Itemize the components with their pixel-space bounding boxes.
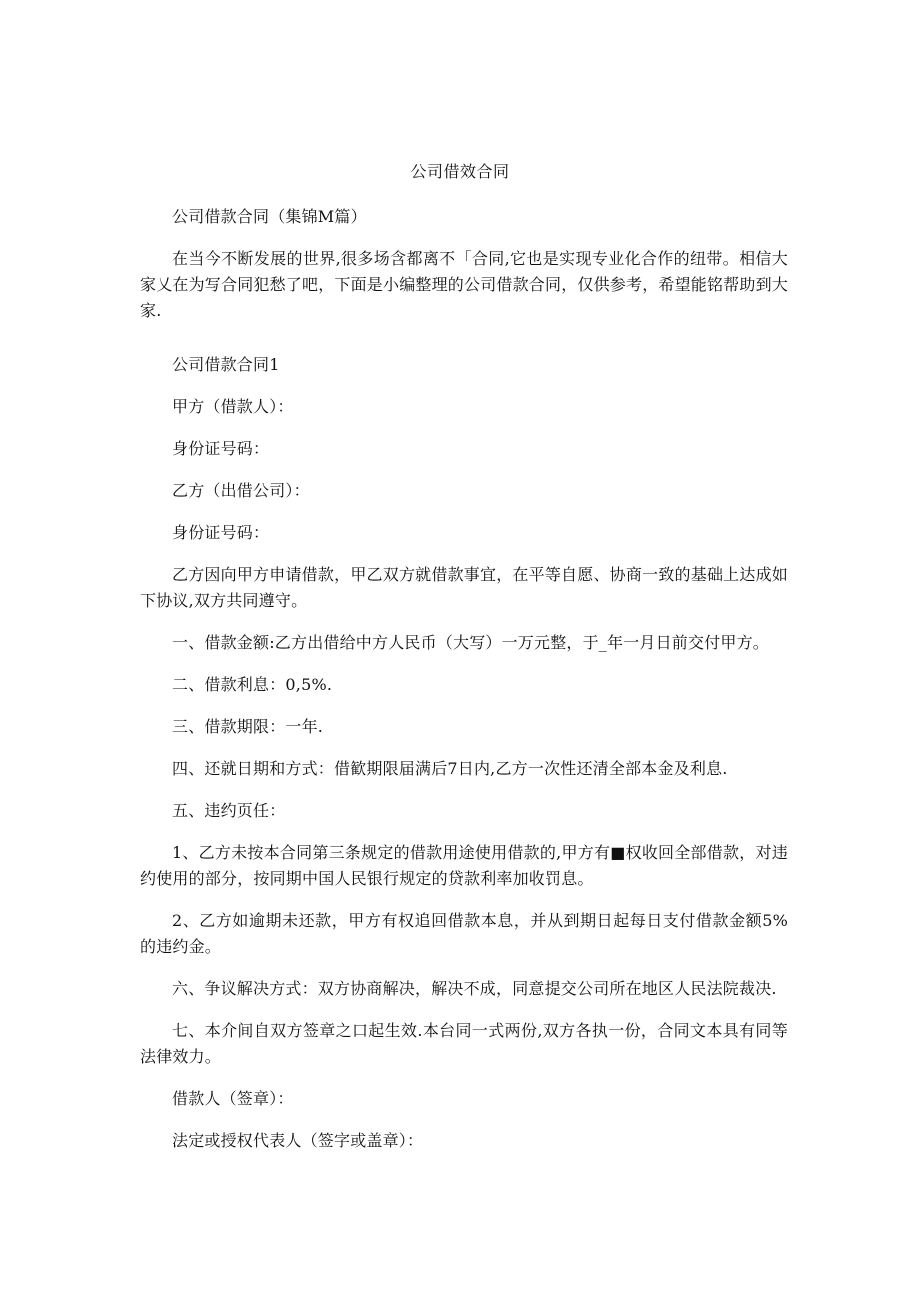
paragraph-representative-signature: 法定或授权代表人（签字或盖章）： <box>172 1131 424 1150</box>
document-title: 公司借效合同 <box>410 162 510 181</box>
paragraph-party-b: 乙方（出借公司）： <box>172 481 310 500</box>
paragraph-subtitle: 公司借款合同（集锦M篇） <box>172 207 367 226</box>
paragraph-agreement: 乙方因向甲方申请借款，甲乙双方就借款事宜，在平等自愿、协商一致的基础上达成如下协议,双方共同遵守。 <box>140 565 788 610</box>
paragraph-clause-4: 四、还就日期和方式：借歓期限届满后7日内,乙方一次性还清全部本金及利息. <box>172 759 728 778</box>
paragraph-clause-3: 三、借款期限：一年. <box>172 717 324 736</box>
paragraph-borrower-signature: 借款人（签章）： <box>172 1089 294 1108</box>
paragraph-clause-1: 一、借款金额:乙方出借给中方人民币（大写）一万元整，于_年一月日前交付甲方。 <box>172 633 769 652</box>
document-body <box>140 204 788 1170</box>
paragraph-clause-6: 六、争议解决方式：双方协商解决，解决不成，同意提交公司所在地区人民法院裁决. <box>172 979 777 998</box>
paragraph-contract-heading: 公司借款合同1 <box>172 355 280 374</box>
paragraph-clause-5-1: 1、乙方未按本合同第三条规定的借款用途使用借款的,甲方有■权收回全部借款，对违约使用的部分，按同期中国人民银行规定的贷款利率加收罚息。 <box>140 843 788 888</box>
paragraph-clause-7: 七、本介间自双方签章之口起生效.本台同一式两份,双方各执一份，合同文本具有同等法律效力。 <box>140 1021 788 1066</box>
paragraph-id-b: 身份证号码： <box>172 523 270 542</box>
paragraph-clause-5: 五、违约页任： <box>172 801 286 820</box>
paragraph-clause-5-2: 2、乙方如逾期未还款，甲方有权追回借款本息，并从到期日起每日支付借款金额5%的违约金。 <box>140 911 788 956</box>
paragraph-intro: 在当今不断发展的世界,很多场含都离不「合同,它也是实现专业化合作的纽带。相信大家乂在为写合同犯愁了吧，下面是小编整理的公司借款合同，仅供参考，希望能铭帮助到大家. <box>140 249 789 320</box>
paragraph-clause-2: 二、借款利息：0,5%. <box>172 675 333 694</box>
paragraph-party-a: 甲方（借款人）： <box>172 397 294 416</box>
paragraph-id-a: 身份证号码： <box>172 439 270 458</box>
